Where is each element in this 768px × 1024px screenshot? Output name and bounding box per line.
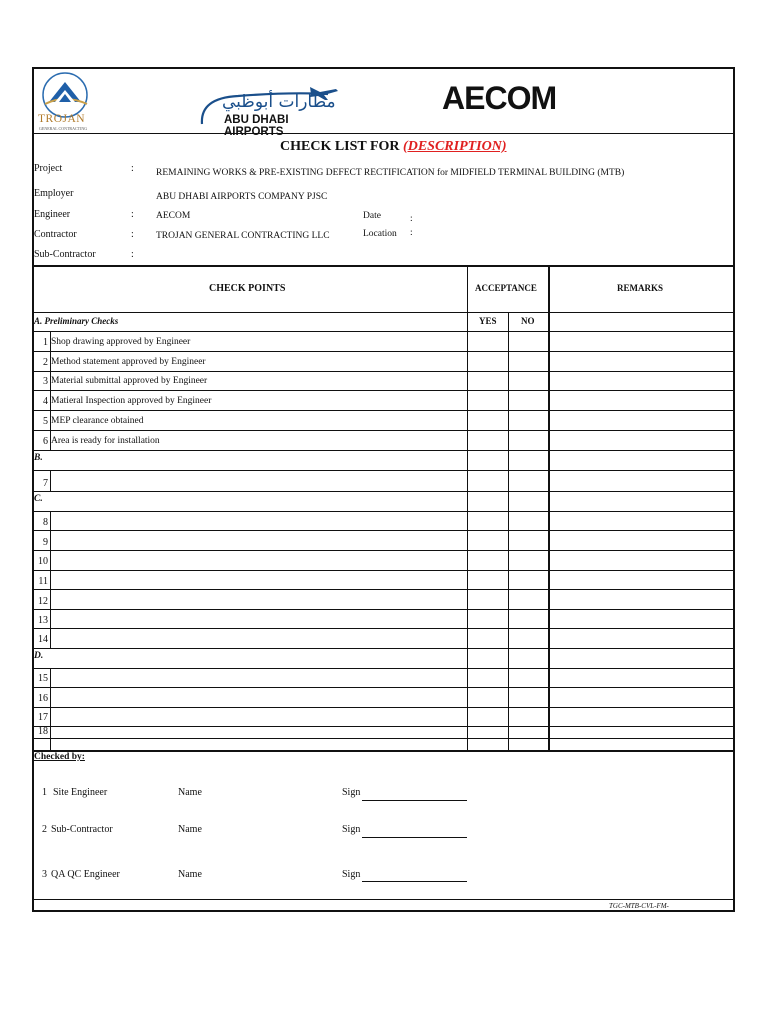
employer-value: ABU DHABI AIRPORTS COMPANY PJSC	[156, 192, 328, 202]
row-number: 15	[38, 673, 48, 684]
row-number: 2	[43, 357, 48, 368]
row-number: 8	[43, 517, 48, 528]
acceptance-header: ACCEPTANCE	[475, 283, 537, 293]
project-value: REMAINING WORKS & PRE-EXISTING DEFECT RECTIFICATION for MIDFIELD TERMINAL BUILDING (MTB)	[156, 168, 625, 178]
location-label: Location	[363, 229, 397, 239]
colon: :	[131, 163, 134, 174]
signer-role: Sub-Contractor	[51, 824, 113, 835]
adac-english-text: ABU DHABI AIRPORTS	[224, 114, 289, 138]
row-number: 14	[38, 634, 48, 645]
form-code: TGC-MTB-CVL-FM-	[609, 902, 669, 910]
checked-by-heading: Checked by:	[34, 752, 85, 762]
checklist-frame	[32, 67, 735, 912]
row-number: 9	[43, 537, 48, 548]
check-point-text: Area is ready for installation	[51, 436, 160, 446]
colon: :	[131, 209, 134, 220]
row-number: 4	[43, 396, 48, 407]
section-a-heading: A. Preliminary Checks	[34, 316, 119, 326]
colon: :	[410, 228, 413, 238]
trojan-logo	[35, 72, 97, 132]
colon: :	[410, 214, 413, 224]
contractor-value: TROJAN GENERAL CONTRACTING LLC	[156, 231, 330, 241]
name-label: Name	[178, 869, 202, 880]
remarks-header: REMARKS	[617, 283, 664, 293]
engineer-label: Engineer	[34, 209, 71, 220]
section-d-heading: D.	[34, 651, 44, 661]
row-number: 11	[38, 576, 48, 587]
check-point-text: MEP clearance obtained	[51, 416, 144, 426]
sign-label: Sign	[342, 824, 361, 835]
trojan-logo-subtext: GENERAL CONTRACTING	[39, 126, 88, 131]
signer-number: 3	[42, 869, 47, 880]
row-number: 6	[43, 436, 48, 447]
subcontractor-label: Sub-Contractor	[34, 249, 96, 260]
page-title	[280, 139, 507, 155]
name-label: Name	[178, 824, 202, 835]
row-number: 18	[38, 726, 48, 737]
signer-role: QA QC Engineer	[51, 869, 120, 880]
row-number: 3	[43, 376, 48, 387]
adac-arabic-text: مطارات أبوظبي	[222, 92, 336, 112]
check-points-header: CHECK POINTS	[209, 283, 286, 294]
aecom-logo: AECOM	[442, 80, 557, 116]
sign-label: Sign	[342, 869, 361, 880]
signature-line[interactable]	[362, 800, 467, 801]
check-point-text: Material submittal approved by Engineer	[51, 376, 208, 386]
abu-dhabi-airports-logo	[198, 76, 343, 138]
row-number: 1	[43, 337, 48, 348]
row-number: 12	[38, 596, 48, 607]
sign-label: Sign	[342, 787, 361, 798]
signer-number: 1	[42, 787, 47, 798]
yes-header: YES	[479, 316, 497, 326]
signature-line[interactable]	[362, 837, 467, 838]
signature-line[interactable]	[362, 881, 467, 882]
check-point-text: Shop drawing approved by Engineer	[51, 337, 191, 347]
row-number: 13	[38, 615, 48, 626]
name-label: Name	[178, 787, 202, 798]
no-header: NO	[521, 316, 535, 326]
row-number: 16	[38, 693, 48, 704]
trojan-emblem-icon	[35, 72, 97, 118]
colon: :	[131, 229, 134, 240]
check-point-text: Matieral Inspection approved by Engineer	[51, 396, 212, 406]
signer-role: Site Engineer	[53, 787, 108, 798]
date-label: Date	[363, 211, 381, 221]
engineer-value: AECOM	[156, 211, 191, 221]
colon: :	[131, 249, 134, 260]
row-number: 5	[43, 416, 48, 427]
row-number: 17	[38, 712, 48, 723]
section-c-heading: C.	[34, 494, 43, 504]
trojan-logo-text: TROJAN	[38, 113, 86, 125]
title-description: (DESCRIPTION)	[403, 139, 507, 154]
row-number: 10	[38, 556, 48, 567]
check-point-text: Method statement approved by Engineer	[51, 357, 206, 367]
section-b-heading: B.	[34, 453, 43, 463]
title-prefix: CHECK LIST FOR	[280, 139, 400, 154]
employer-label: Employer	[34, 188, 74, 199]
contractor-label: Contractor	[34, 229, 77, 240]
project-label: Project	[34, 163, 63, 174]
row-number: 7	[43, 478, 48, 489]
signer-number: 2	[42, 824, 47, 835]
